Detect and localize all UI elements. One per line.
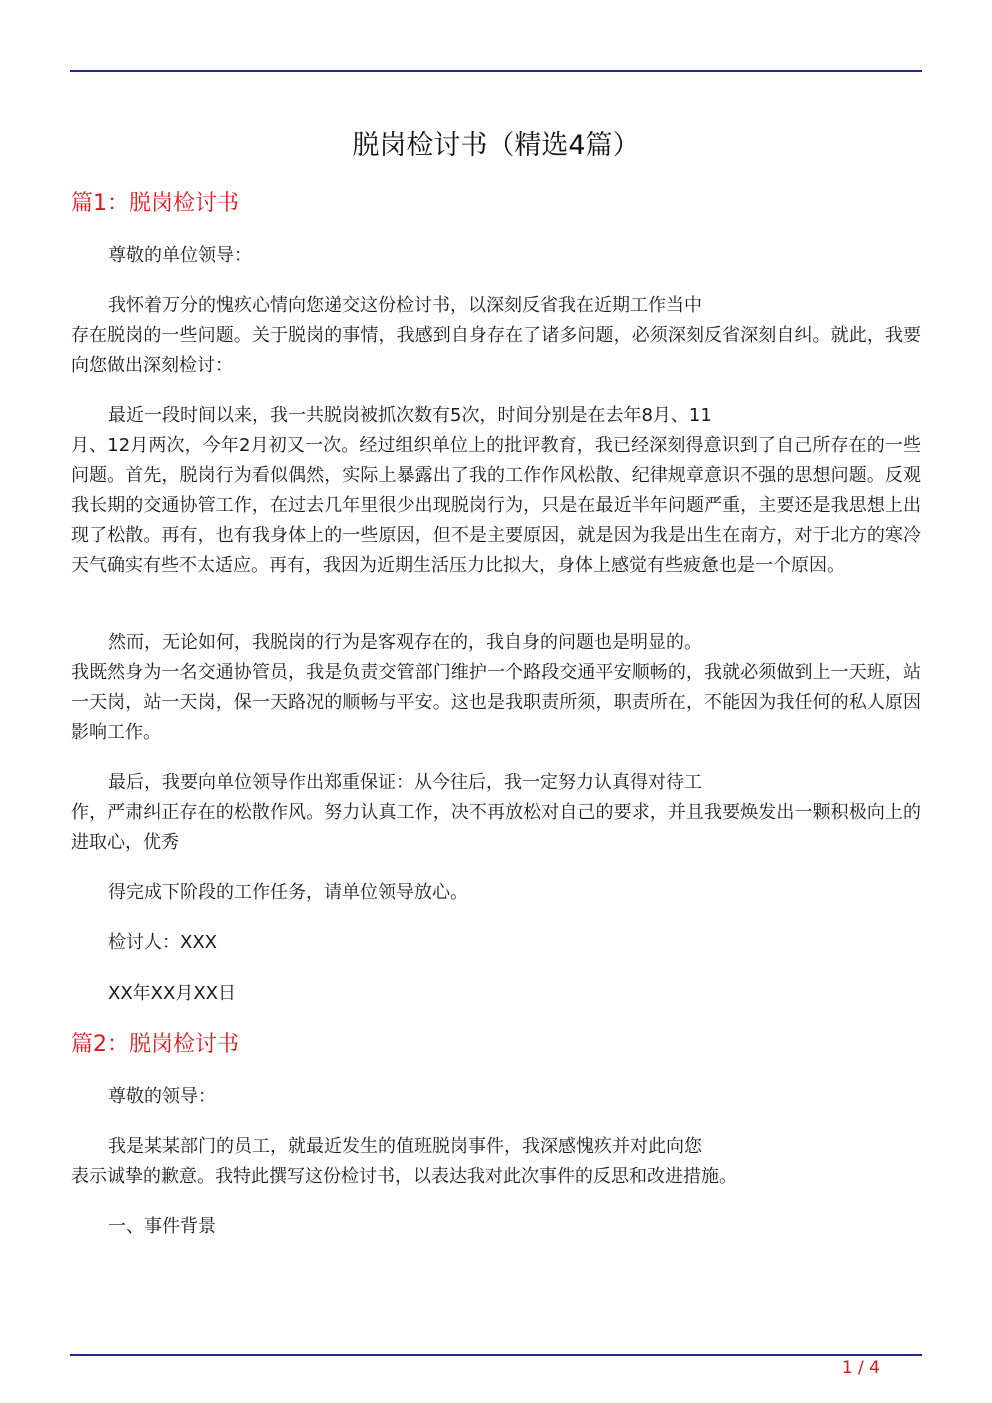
section-1-paragraph-4 <box>71 768 921 858</box>
section-1-paragraph-2 <box>71 401 921 581</box>
section-2-salutation: 尊敬的领导： <box>108 1086 216 1107</box>
page-number: 1 / 4 <box>841 1358 880 1378</box>
paragraph-continuation: 存在脱岗的一些问题。关于脱岗的事情，我感到自身存在了诸多问题，必须深刻反省深刻自纠。就此，我要向您做出深刻检讨： <box>71 325 921 376</box>
section-1-date: XX年XX月XX日 <box>108 983 236 1004</box>
document-title: 脱岗检讨书（精选4篇） <box>352 130 640 161</box>
paragraph-continuation: 表示诚挚的歉意。我特此撰写这份检讨书，以表达我对此次事件的反思和改进措施。 <box>71 1166 737 1187</box>
section-1-paragraph-3 <box>71 628 921 748</box>
paragraph-first-line: 我怀着万分的愧疚心情向您递交这份检讨书，以深刻反省我在近期工作当中 <box>108 295 702 316</box>
footer-rule <box>70 1354 922 1356</box>
paragraph-continuation: 月、12月两次，今年2月初又一次。经过组织单位上的批评教育，我已经深刻得意识到了自己所存在的一些问题。首先，脱岗行为看似偶然，实际上暴露出了我的工作作风松散、纪律规章意识不强的思想问题。反观我长期的交通协管工作，在过去几年里很少出现脱岗行为，只是在最近半年问题严重，主要还是我思想上出现了松散。再有，也有我身体上的一些原因，但不是主要原因，就是因为我是出生在南方，对于北方的寒冷天气确实有些不太适应。再有，我因为近期生活压力比拟大，身体上感觉有些疲惫也是一个原因。 <box>71 435 921 576</box>
section-2-heading: 篇2：脱岗检讨书 <box>71 1032 239 1057</box>
section-2-subheading: 一、事件背景 <box>108 1216 216 1237</box>
section-1-signer: 检讨人：XXX <box>108 932 217 953</box>
paragraph-continuation: 作，严肃纠正存在的松散作风。努力认真工作，决不再放松对自己的要求，并且我要焕发出一颗积极向上的进取心，优秀 <box>71 802 921 853</box>
paragraph-continuation: 我既然身为一名交通协管员，我是负责交管部门维护一个路段交通平安顺畅的，我就必须做到上一天班，站一天岗，站一天岗，保一天路况的顺畅与平安。这也是我职责所须，职责所在，不能因为我任何的私人原因影响工作。 <box>71 662 921 743</box>
section-1-heading: 篇1：脱岗检讨书 <box>71 191 239 216</box>
paragraph-first-line: 然而，无论如何，我脱岗的行为是客观存在的，我自身的问题也是明显的。 <box>108 632 702 653</box>
paragraph-first-line: 我是某某部门的员工，就最近发生的值班脱岗事件，我深感愧疚并对此向您 <box>108 1136 702 1157</box>
section-1-paragraph-5: 得完成下阶段的工作任务，请单位领导放心。 <box>108 882 468 903</box>
section-2-paragraph-1 <box>71 1132 921 1192</box>
paragraph-first-line: 最近一段时间以来，我一共脱岗被抓次数有5次，时间分别是在去年8月、11 <box>108 405 712 426</box>
paragraph-first-line: 最后，我要向单位领导作出郑重保证：从今往后，我一定努力认真得对待工 <box>108 772 702 793</box>
section-1-salutation: 尊敬的单位领导： <box>108 245 252 266</box>
section-1-paragraph-1 <box>71 291 921 381</box>
header-rule <box>70 70 922 72</box>
